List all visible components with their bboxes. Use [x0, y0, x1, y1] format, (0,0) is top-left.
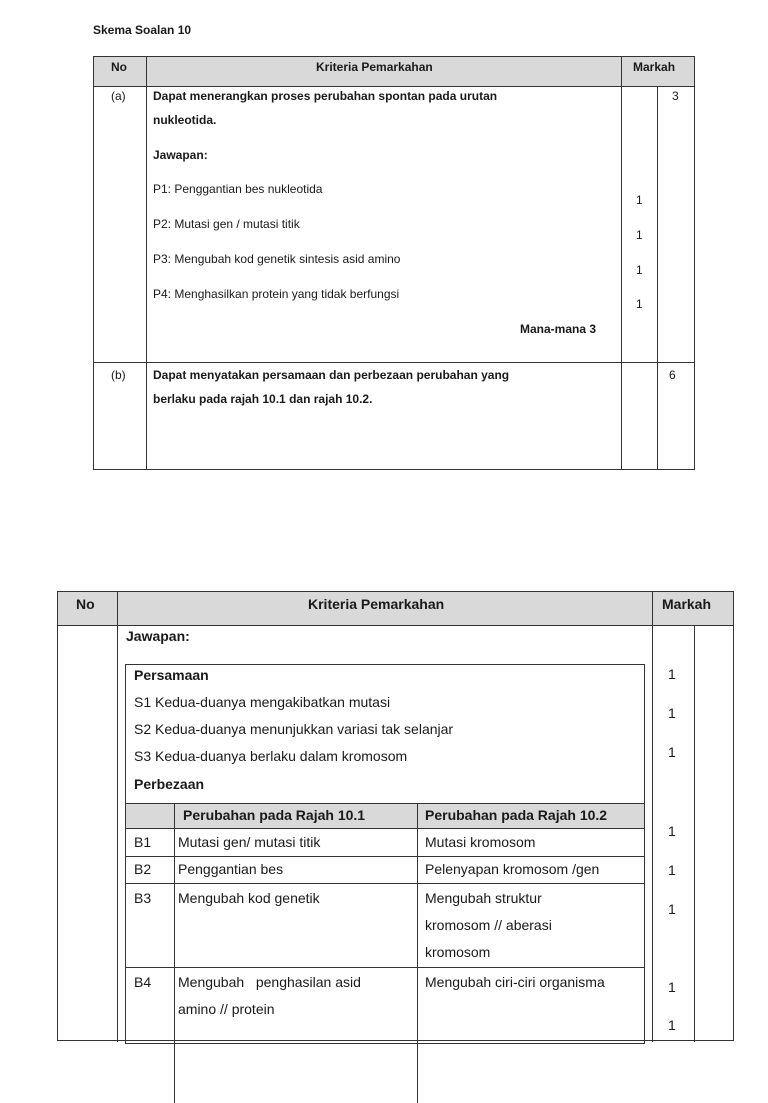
answer-label: Jawapan: [126, 628, 190, 644]
diff-code-b4: B4 [134, 974, 152, 990]
header-kriteria: Kriteria Pemarkahan [316, 60, 433, 74]
header-no: No [76, 596, 95, 612]
b4-mark: 1 [668, 979, 676, 995]
diff-b3-col1: Mengubah kod genetik [178, 890, 320, 906]
header-markah: Markah [662, 596, 712, 612]
s2-mark: 1 [668, 705, 676, 721]
table-2-divider [117, 592, 118, 1042]
diff-b1-col2: Mutasi kromosom [425, 834, 536, 850]
part-a-total-mark: 3 [672, 89, 679, 103]
diff-b2-col2: Pelenyapan kromosom /gen [425, 861, 600, 877]
table-2-divider [652, 592, 653, 1042]
page-title: Skema Soalan 10 [93, 23, 192, 37]
table-1-divider [657, 86, 658, 469]
difference-table [126, 803, 644, 1103]
diff-b4-col1-line2: amino // protein [178, 1001, 275, 1017]
similarity-s1: S1 Kedua-duanya mengakibatkan mutasi [134, 694, 391, 710]
point-p2-mark: 1 [636, 228, 643, 242]
part-a-number: (a) [111, 89, 126, 103]
s3-mark: 1 [668, 744, 676, 760]
answer-box [125, 664, 645, 1044]
diff-code-b2: B2 [134, 861, 152, 877]
difference-row-separator [126, 883, 644, 884]
diff-b4-col2: Mengubah ciri-ciri organisma [425, 974, 605, 990]
point-p2: P2: Mutasi gen / mutasi titik [153, 217, 300, 231]
difference-row-separator [126, 967, 644, 968]
extra-mark: 1 [668, 1017, 676, 1033]
similarity-s3: S3 Kedua-duanya berlaku dalam kromosom [134, 748, 408, 764]
point-p4-mark: 1 [636, 297, 643, 311]
part-a-answer-label: Jawapan: [153, 148, 208, 162]
part-a-criteria-line2: nukleotida. [153, 113, 217, 127]
part-a-criteria-line1: Dapat menerangkan proses perubahan spontan pada urutan [153, 89, 498, 103]
difference-title: Perbezaan [134, 776, 205, 792]
diff-b3-col2-line3: kromosom [425, 944, 491, 960]
table-1-divider [621, 57, 622, 469]
table-1-divider [146, 57, 147, 469]
b1-mark: 1 [668, 823, 676, 839]
b3-mark: 1 [668, 901, 676, 917]
similarity-title: Persamaan [134, 667, 209, 683]
difference-divider [417, 803, 418, 1103]
any-three-note: Mana-mana 3 [520, 322, 597, 336]
diff-b3-col2-line1: Mengubah struktur [425, 890, 542, 906]
header-kriteria: Kriteria Pemarkahan [308, 596, 445, 612]
header-no: No [111, 60, 127, 74]
s1-mark: 1 [668, 666, 676, 682]
marking-table-1 [93, 56, 695, 470]
point-p1-mark: 1 [636, 193, 643, 207]
table-2-divider [694, 625, 695, 1042]
diff-header-col1: Perubahan pada Rajah 10.1 [183, 807, 366, 823]
point-p3: P3: Mengubah kod genetik sintesis asid amino [153, 252, 401, 266]
diff-header-col2: Perubahan pada Rajah 10.2 [425, 807, 608, 823]
point-p4: P4: Menghasilkan protein yang tidak berfungsi [153, 287, 400, 301]
diff-code-b1: B1 [134, 834, 152, 850]
similarity-s2: S2 Kedua-duanya menunjukkan variasi tak selanjar [134, 721, 454, 737]
point-p3-mark: 1 [636, 263, 643, 277]
table-1-row-separator [94, 362, 694, 363]
marking-table-2 [57, 591, 734, 1041]
diff-b2-col1: Penggantian bes [178, 861, 284, 877]
part-b-total-mark: 6 [669, 368, 676, 382]
diff-b3-col2-line2: kromosom // aberasi [425, 917, 552, 933]
part-b-criteria-line1: Dapat menyatakan persamaan dan perbezaan perubahan yang [153, 368, 510, 382]
difference-divider [174, 803, 175, 1103]
b2-mark: 1 [668, 862, 676, 878]
point-p1: P1: Penggantian bes nukleotida [153, 182, 323, 196]
part-b-criteria-line2: berlaku pada rajah 10.1 dan rajah 10.2. [153, 392, 373, 406]
part-b-number: (b) [111, 368, 126, 382]
header-markah: Markah [633, 60, 676, 74]
diff-b4-col1-line1: Mengubah penghasilan asid [178, 974, 361, 990]
diff-code-b3: B3 [134, 890, 152, 906]
diff-b1-col1: Mutasi gen/ mutasi titik [178, 834, 321, 850]
